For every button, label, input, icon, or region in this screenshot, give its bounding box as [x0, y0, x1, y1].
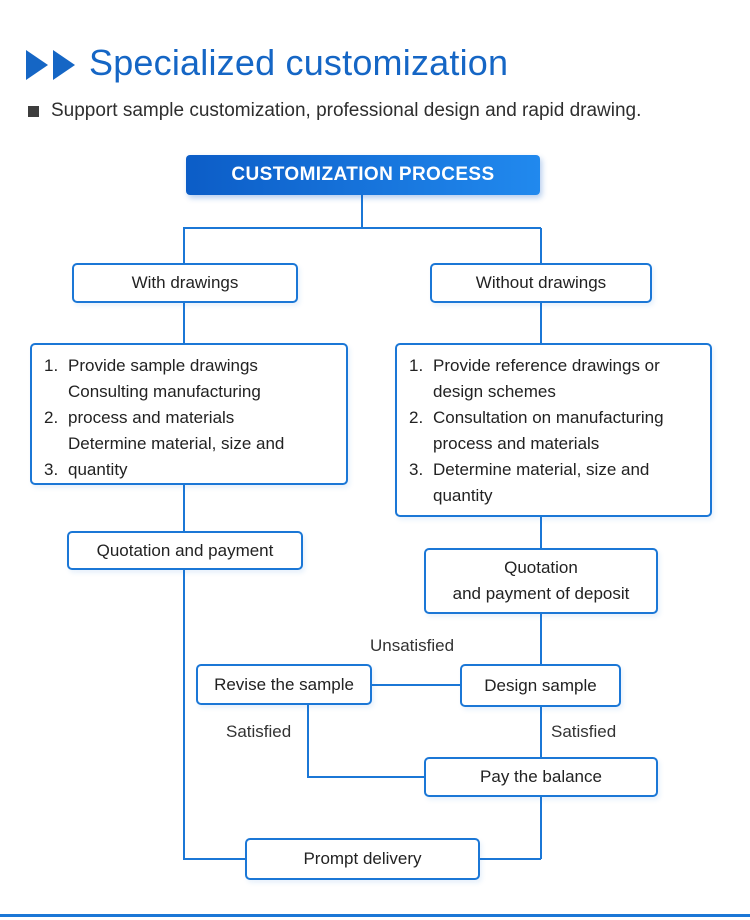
step-line: Determine material, size and: [433, 460, 650, 479]
connector-line: [361, 195, 363, 228]
connector-line: [183, 303, 185, 343]
step-number: 2.: [44, 408, 59, 427]
unsatisfied-label: Unsatisfied: [370, 636, 455, 655]
connector-line: [372, 684, 460, 686]
satisfied-right-label: Satisfied: [551, 722, 617, 741]
arrow-triangle-icon: [53, 50, 75, 80]
connector-line: [540, 707, 542, 757]
section-header: [26, 42, 508, 84]
connector-line: [183, 570, 185, 859]
step-number: 1.: [409, 356, 424, 375]
prompt-delivery-box: Prompt delivery: [245, 838, 480, 880]
step-item: [44, 457, 128, 483]
design-sample-box: Design sample: [460, 664, 621, 707]
step-text: [433, 457, 649, 509]
arrow-triangle-icon: [26, 50, 48, 80]
connector-line: [307, 705, 309, 778]
step-line: process and materials: [68, 408, 235, 427]
step-line: Consulting manufacturing: [68, 382, 261, 401]
step-line: process and materials: [433, 434, 600, 453]
step-number: 1.: [44, 356, 59, 375]
process-header-box: CUSTOMIZATION PROCESS: [186, 155, 540, 195]
quotation-deposit-line2: and payment of deposit: [452, 584, 630, 603]
without-drawings-steps-box: [395, 343, 712, 517]
connector-line: [540, 303, 542, 343]
step-number: 2.: [409, 408, 424, 427]
square-bullet-icon: [28, 106, 39, 117]
connector-line: [540, 228, 542, 263]
connector-line: [540, 797, 542, 859]
step-text: [68, 457, 128, 483]
step-line: Determine material, size and: [68, 434, 285, 453]
connector-line: [183, 227, 541, 229]
step-item: [44, 405, 284, 457]
double-arrow-icon: [26, 50, 75, 80]
step-item: [409, 353, 660, 405]
step-line: quantity: [68, 460, 128, 479]
page-subtitle: Support sample customization, professional design and rapid drawing.: [51, 100, 642, 121]
step-item: [44, 353, 261, 405]
step-text: [433, 405, 664, 457]
step-text: [433, 353, 660, 405]
satisfied-left-label: Satisfied: [226, 722, 292, 741]
without-drawings-box: Without drawings: [430, 263, 652, 303]
page-title: Specialized customization: [89, 42, 509, 83]
step-text: [68, 405, 284, 457]
step-text: [68, 353, 261, 405]
connector-line: [307, 776, 424, 778]
quotation-deposit-line1: Quotation: [504, 558, 578, 577]
step-line: design schemes: [433, 382, 556, 401]
connector-line: [540, 517, 542, 548]
with-drawings-box: With drawings: [72, 263, 298, 303]
connector-line: [183, 485, 185, 531]
connector-line: [183, 858, 245, 860]
connector-line: [480, 858, 541, 860]
connector-line: [540, 614, 542, 664]
step-number: 3.: [44, 460, 59, 479]
step-line: Provide reference drawings or: [433, 356, 660, 375]
bottom-divider: [0, 914, 750, 917]
section-subtitle-row: [28, 100, 641, 122]
quotation-payment-box: Quotation and payment: [67, 531, 303, 570]
step-line: Provide sample drawings: [68, 356, 258, 375]
step-number: 3.: [409, 460, 424, 479]
step-line: quantity: [433, 486, 493, 505]
revise-sample-box: Revise the sample: [196, 664, 372, 705]
step-item: [409, 405, 664, 457]
connector-line: [183, 228, 185, 263]
step-item: [409, 457, 649, 509]
pay-balance-box: Pay the balance: [424, 757, 658, 797]
quotation-deposit-box: [424, 548, 658, 614]
step-line: Consultation on manufacturing: [433, 408, 664, 427]
with-drawings-steps-box: [30, 343, 348, 485]
